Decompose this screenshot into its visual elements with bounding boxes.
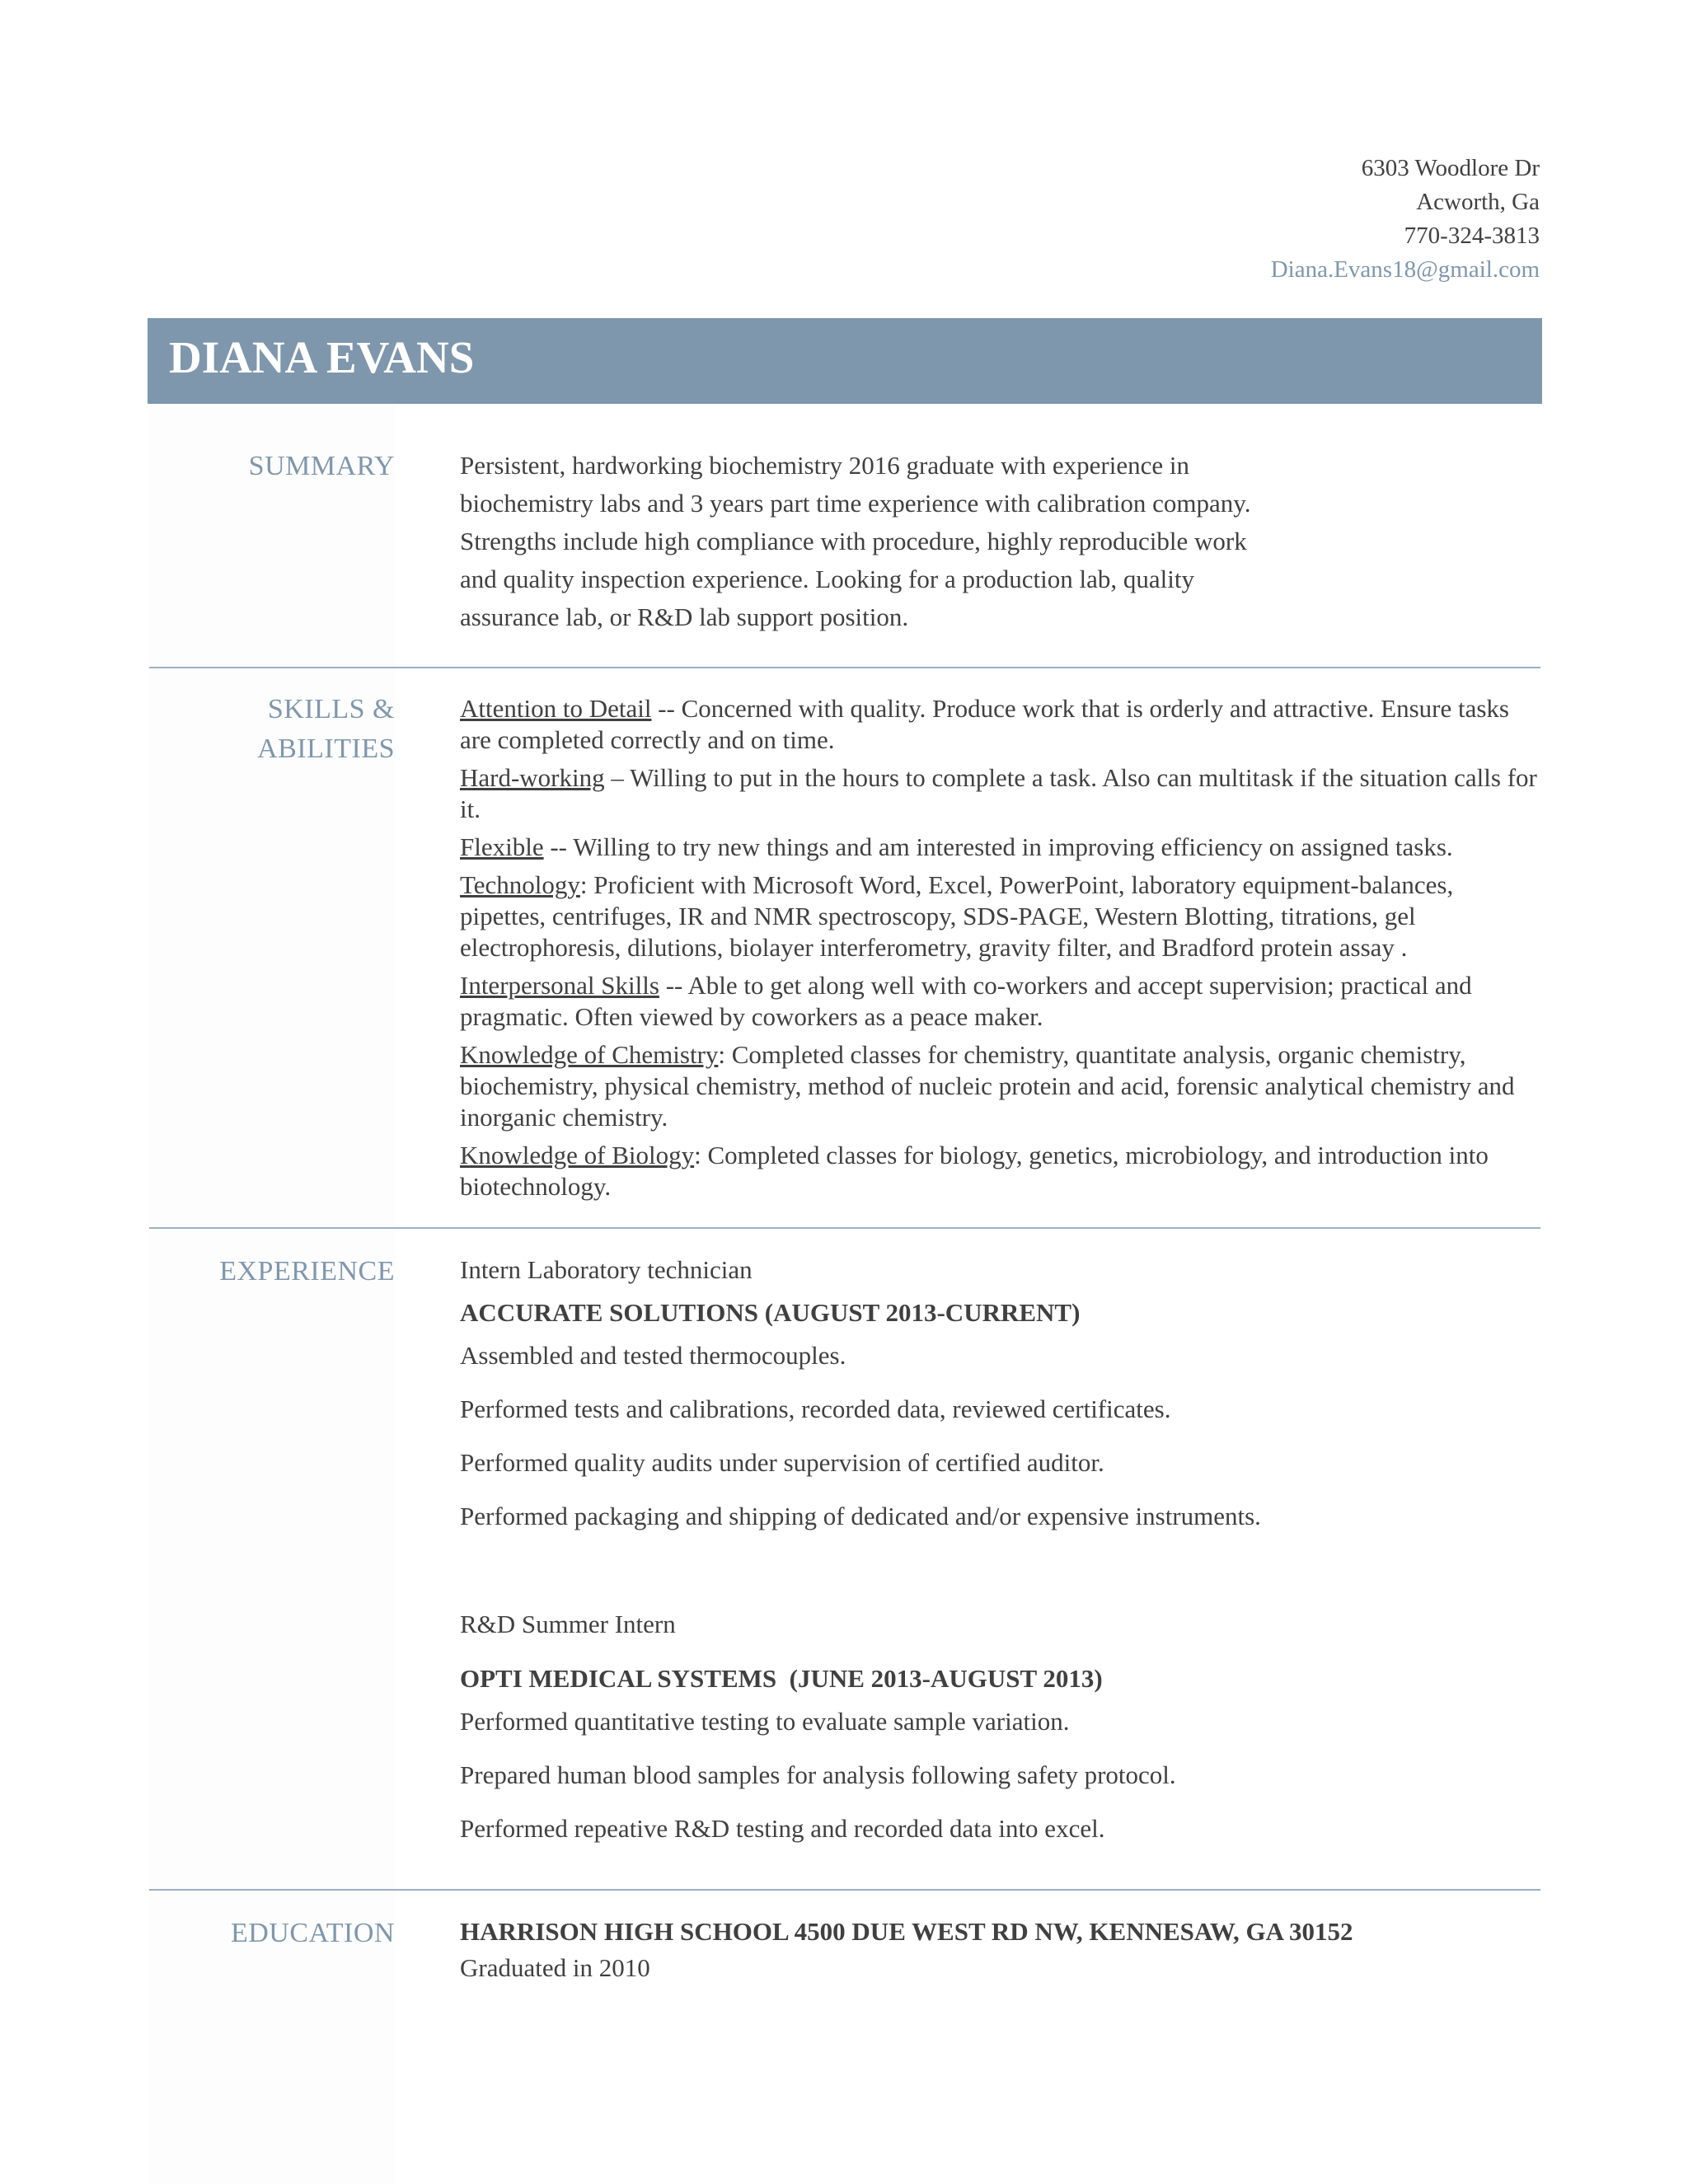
job-entry: [460, 1606, 1542, 1847]
skill-text: -- Concerned with quality. Produce work that is orderly and attractive. Ensure tasks are completed correctly and on time.: [460, 694, 1509, 754]
summary-line: and quality inspection experience. Looking for a production lab, quality: [460, 565, 1194, 593]
skill-text: -- Able to get along well with co-workers and accept supervision; practical and pragmatic. Often viewed by coworkers as a peace maker.: [460, 971, 1472, 1031]
job-entry: [460, 1252, 1542, 1535]
skill-title: Interpersonal Skills: [460, 971, 659, 1000]
contact-block: [1271, 152, 1540, 287]
job-duty: Performed quality audits under supervision of certified auditor.: [460, 1448, 1104, 1477]
job-company: OPTI MEDICAL SYSTEMS (JUNE 2013-AUGUST 2013): [460, 1664, 1103, 1693]
job-duty: Performed tests and calibrations, recorded data, reviewed certificates.: [460, 1394, 1171, 1423]
name-banner: [148, 318, 1542, 404]
contact-phone: 770-324-3813: [1404, 223, 1540, 249]
skill-item: [460, 693, 1542, 756]
job-company: ACCURATE SOLUTIONS (AUGUST 2013-CURRENT): [460, 1298, 1081, 1327]
experience-list: [460, 1252, 1542, 1864]
skill-title: Knowledge of Biology: [460, 1141, 695, 1169]
skills-section: [148, 690, 1542, 1201]
education-label: EDUCATION: [230, 1918, 395, 1948]
summary-line: biochemistry labs and 3 years part time experience with calibration company.: [460, 489, 1251, 518]
skill-item: [460, 762, 1542, 825]
section-divider: [149, 1889, 1540, 1891]
summary-text: [460, 447, 1334, 636]
job-duty: Performed repeative R&D testing and recorded data into excel.: [460, 1814, 1105, 1843]
summary-line: Persistent, hardworking biochemistry 2016 graduate with experience in: [460, 451, 1189, 480]
skill-title: Flexible: [460, 832, 544, 861]
job-duty: Performed quantitative testing to evaluate sample variation.: [460, 1707, 1070, 1736]
summary-section: [148, 447, 1542, 644]
skill-title: Hard-working: [460, 763, 605, 792]
skill-text: : Completed classes for chemistry, quantitate analysis, organic chemistry, biochemistry, physical chemistry, method of nucleic protein and acid, forensic analytical chemistry and inorganic chemistry.: [460, 1040, 1515, 1132]
experience-section: [148, 1252, 1542, 1878]
skill-title: Knowledge of Chemistry: [460, 1040, 719, 1069]
skill-item: [460, 832, 1542, 863]
skill-item: [460, 869, 1542, 963]
job-duty: Prepared human blood samples for analysis following safety protocol.: [460, 1760, 1176, 1789]
skill-item: [460, 1140, 1542, 1202]
skill-title: Technology: [460, 870, 580, 899]
job-role: R&D Summer Intern: [460, 1610, 676, 1638]
skills-label-line1: SKILLS &: [267, 694, 395, 724]
skills-list: [460, 693, 1542, 1209]
skill-text: -- Willing to try new things and am interested in improving efficiency on assigned tasks.: [543, 832, 1453, 861]
skill-text: – Willing to put in the hours to complete a task. Also can multitask if the situation calls for it.: [460, 763, 1537, 823]
job-duty: Assembled and tested thermocouples.: [460, 1341, 846, 1370]
skill-text: : Proficient with Microsoft Word, Excel, PowerPoint, laboratory equipment-balances, pipettes, centrifuges, IR and NMR spectroscopy, SDS-PAGE, Western Blotting, titrations, gel electrophoresis, dilutions, biolayer interferometry, gravity filter, and Bradford protein assay .: [460, 870, 1454, 962]
job-spacer: [460, 1552, 1542, 1606]
candidate-name: DIANA EVANS: [169, 332, 475, 382]
education-note: Graduated in 2010: [460, 1953, 650, 1982]
job-role: Intern Laboratory technician: [460, 1255, 753, 1284]
contact-street: 6303 Woodlore Dr: [1361, 155, 1540, 181]
job-duty: Performed packaging and shipping of dedicated and/or expensive instruments.: [460, 1502, 1261, 1530]
skill-item: [460, 1039, 1542, 1133]
section-divider: [149, 1227, 1540, 1229]
summary-label: SUMMARY: [248, 451, 395, 481]
skill-title: Attention to Detail: [460, 694, 652, 723]
education-content: [460, 1914, 1542, 1986]
experience-label: EXPERIENCE: [219, 1256, 395, 1286]
contact-email[interactable]: Diana.Evans18@gmail.com: [1270, 256, 1540, 283]
skills-label: [148, 690, 395, 769]
summary-line: assurance lab, or R&D lab support position.: [460, 602, 909, 631]
skill-text: : Completed classes for biology, genetics, microbiology, and introduction into biotechnology.: [460, 1141, 1489, 1201]
skill-item: [460, 970, 1542, 1033]
education-section: [148, 1914, 1542, 2013]
summary-line: Strengths include high compliance with procedure, highly reproducible work: [460, 527, 1247, 555]
contact-city: Acworth, Ga: [1416, 189, 1540, 215]
education-school: HARRISON HIGH SCHOOL 4500 DUE WEST RD NW, KENNESAW, GA 30152: [460, 1917, 1353, 1946]
skills-label-line2: ABILITIES: [257, 733, 395, 764]
section-divider: [149, 667, 1540, 668]
